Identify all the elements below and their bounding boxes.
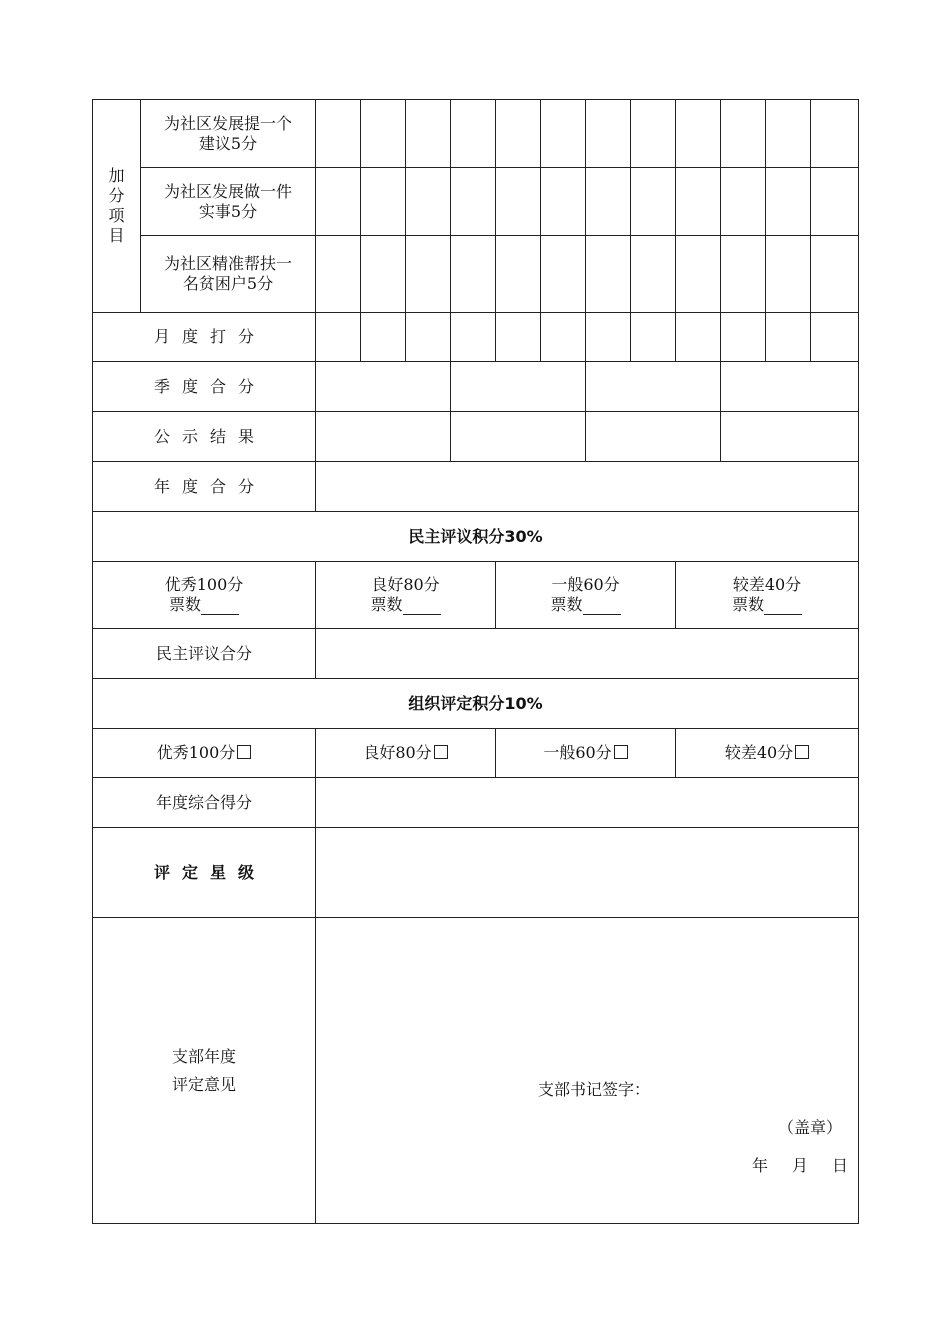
democratic-option[interactable]: 较差40分 票数	[676, 562, 859, 629]
bonus-item-label: 为社区精准帮扶一 名贫困户5分	[141, 236, 316, 313]
month-cell[interactable]	[496, 313, 541, 362]
bonus-group-label: 加 分 项 目	[93, 100, 141, 313]
score-cell[interactable]	[676, 168, 721, 236]
publicity-cell[interactable]	[721, 412, 859, 462]
score-cell[interactable]	[496, 236, 541, 313]
checkbox[interactable]	[795, 745, 809, 759]
score-cell[interactable]	[316, 100, 361, 168]
score-cell[interactable]	[316, 236, 361, 313]
annual-total-label: 年度合分	[93, 462, 316, 512]
organization-option[interactable]: 一般60分	[496, 729, 676, 778]
score-cell[interactable]	[721, 236, 766, 313]
score-cell[interactable]	[811, 100, 859, 168]
score-cell[interactable]	[541, 100, 586, 168]
bonus-row-2	[93, 168, 859, 236]
score-cell[interactable]	[676, 236, 721, 313]
bonus-row-1	[93, 100, 859, 168]
score-cell[interactable]	[496, 168, 541, 236]
month-cell[interactable]	[586, 313, 631, 362]
score-cell[interactable]	[451, 168, 496, 236]
score-cell[interactable]	[451, 100, 496, 168]
vote-count-blank[interactable]	[403, 598, 441, 615]
score-cell[interactable]	[811, 168, 859, 236]
publicity-cell[interactable]	[586, 412, 721, 462]
score-cell[interactable]	[721, 168, 766, 236]
score-cell[interactable]	[766, 168, 811, 236]
democratic-option[interactable]: 一般60分 票数	[496, 562, 676, 629]
annual-comprehensive-cell[interactable]	[316, 778, 859, 828]
checkbox[interactable]	[434, 745, 448, 759]
bonus-item-label: 为社区发展提一个 建议5分	[141, 100, 316, 168]
month-cell[interactable]	[406, 313, 451, 362]
checkbox[interactable]	[237, 745, 251, 759]
democratic-header: 民主评议积分30%	[93, 512, 859, 562]
score-cell[interactable]	[631, 236, 676, 313]
democratic-option[interactable]: 良好80分 票数	[316, 562, 496, 629]
month-cell[interactable]	[811, 313, 859, 362]
score-cell[interactable]	[541, 168, 586, 236]
opinion-label: 支部年度 评定意见	[93, 918, 316, 1224]
annual-total-row	[93, 462, 859, 512]
month-cell[interactable]	[631, 313, 676, 362]
month-cell[interactable]	[316, 313, 361, 362]
month-cell[interactable]	[766, 313, 811, 362]
quarterly-total-label: 季度合分	[93, 362, 316, 412]
score-cell[interactable]	[361, 236, 406, 313]
date-label: 年 月 日	[751, 1156, 848, 1175]
democratic-options-row	[93, 562, 859, 629]
score-cell[interactable]	[811, 236, 859, 313]
democratic-total-label: 民主评议合分	[93, 629, 316, 679]
star-rating-label: 评定星级	[93, 828, 316, 918]
organization-header: 组织评定积分10%	[93, 679, 859, 729]
opinion-cell[interactable]	[316, 918, 859, 1224]
annual-comprehensive-label: 年度综合得分	[93, 778, 316, 828]
democratic-total-cell[interactable]	[316, 629, 859, 679]
quarter-cell[interactable]	[586, 362, 721, 412]
quarter-cell[interactable]	[451, 362, 586, 412]
month-cell[interactable]	[541, 313, 586, 362]
vote-count-blank[interactable]	[583, 598, 621, 615]
organization-option[interactable]: 较差40分	[676, 729, 859, 778]
month-cell[interactable]	[721, 313, 766, 362]
score-cell[interactable]	[721, 100, 766, 168]
score-cell[interactable]	[766, 236, 811, 313]
seal-label: （盖章）	[777, 1118, 842, 1137]
publicity-cell[interactable]	[316, 412, 451, 462]
organization-option[interactable]: 优秀100分	[93, 729, 316, 778]
organization-header-row	[93, 679, 859, 729]
score-cell[interactable]	[586, 236, 631, 313]
month-cell[interactable]	[451, 313, 496, 362]
score-cell[interactable]	[361, 100, 406, 168]
monthly-score-label: 月度打分	[93, 313, 316, 362]
month-cell[interactable]	[361, 313, 406, 362]
secretary-signature-label: 支部书记签字：	[538, 1080, 651, 1099]
evaluation-form-table	[92, 99, 859, 1224]
annual-total-cell[interactable]	[316, 462, 859, 512]
quarter-cell[interactable]	[316, 362, 451, 412]
score-cell[interactable]	[496, 100, 541, 168]
checkbox[interactable]	[614, 745, 628, 759]
vote-count-blank[interactable]	[201, 598, 239, 615]
score-cell[interactable]	[541, 236, 586, 313]
organization-option[interactable]: 良好80分	[316, 729, 496, 778]
score-cell[interactable]	[766, 100, 811, 168]
star-rating-cell[interactable]	[316, 828, 859, 918]
bonus-row-3	[93, 236, 859, 313]
democratic-total-row	[93, 629, 859, 679]
quarterly-total-row	[93, 362, 859, 412]
score-cell[interactable]	[676, 100, 721, 168]
score-cell[interactable]	[406, 236, 451, 313]
score-cell[interactable]	[631, 100, 676, 168]
opinion-row	[93, 918, 859, 1224]
democratic-header-row	[93, 512, 859, 562]
score-cell[interactable]	[361, 168, 406, 236]
publicity-result-label: 公示结果	[93, 412, 316, 462]
score-cell[interactable]	[451, 236, 496, 313]
score-cell[interactable]	[406, 100, 451, 168]
star-rating-row	[93, 828, 859, 918]
score-cell[interactable]	[316, 168, 361, 236]
democratic-option[interactable]: 优秀100分 票数	[93, 562, 316, 629]
bonus-item-label: 为社区发展做一件 实事5分	[141, 168, 316, 236]
quarter-cell[interactable]	[721, 362, 859, 412]
score-cell[interactable]	[586, 168, 631, 236]
vote-count-blank[interactable]	[764, 598, 802, 615]
annual-comprehensive-row	[93, 778, 859, 828]
score-cell[interactable]	[631, 168, 676, 236]
score-cell[interactable]	[586, 100, 631, 168]
month-cell[interactable]	[676, 313, 721, 362]
organization-options-row	[93, 729, 859, 778]
score-cell[interactable]	[406, 168, 451, 236]
monthly-score-row	[93, 313, 859, 362]
publicity-cell[interactable]	[451, 412, 586, 462]
publicity-result-row	[93, 412, 859, 462]
